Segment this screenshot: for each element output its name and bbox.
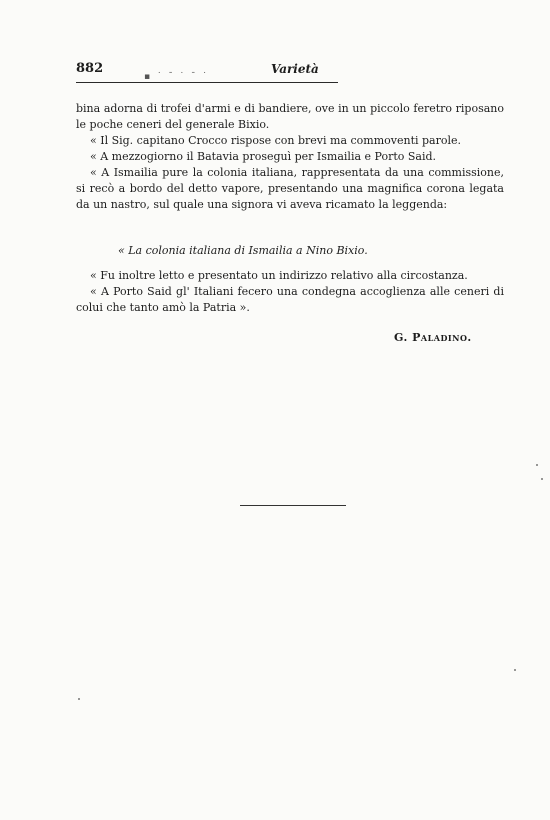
paragraph: « A mezzogiorno il Batavia proseguì per Ismailia e Porto Said. [90,150,437,163]
running-head-title: Varietà [271,62,319,76]
paragraph: « Fu inoltre letto e presentato un indirizzo relativo alla circostanza. [90,269,468,282]
scan-speck [541,478,543,480]
scan-speck [78,698,80,700]
paragraph-continued: bina adorna di trofei d'armi e di bandiere, ove in un piccolo feretro riposano le poche ceneri del generale Bixio. [76,102,504,131]
body-text-top [76,101,504,213]
scan-speck [536,464,538,466]
page-number: 882 [76,61,104,76]
paragraph: « Il Sig. capitano Crocco rispose con brevi ma commoventi parole. [90,134,462,147]
wreath-legend: « La colonia italiana di Ismailia a Nino Bixio. [118,244,368,257]
header-specks: ▪ ˙ ˉ ˙ ˉ ˙ [144,72,209,82]
paragraph: « A Porto Said gl' Italiani fecero una condegna accoglienza alle ceneri di colui che tanto amò la Patria ». [76,285,504,314]
paragraph: « A Ismailia pure la colonia italiana, rappresentata da una commissione, si recò a bordo del detto vapore, presentando una magnifica corona legata da un nastro, sul quale una signora vi aveva ricamato la leggenda: [76,166,504,211]
header-rule [76,82,338,83]
scan-speck [514,669,516,671]
section-end-rule [240,505,346,506]
body-text-bottom [76,268,504,316]
author-signature: G. Paladino. [394,331,472,344]
